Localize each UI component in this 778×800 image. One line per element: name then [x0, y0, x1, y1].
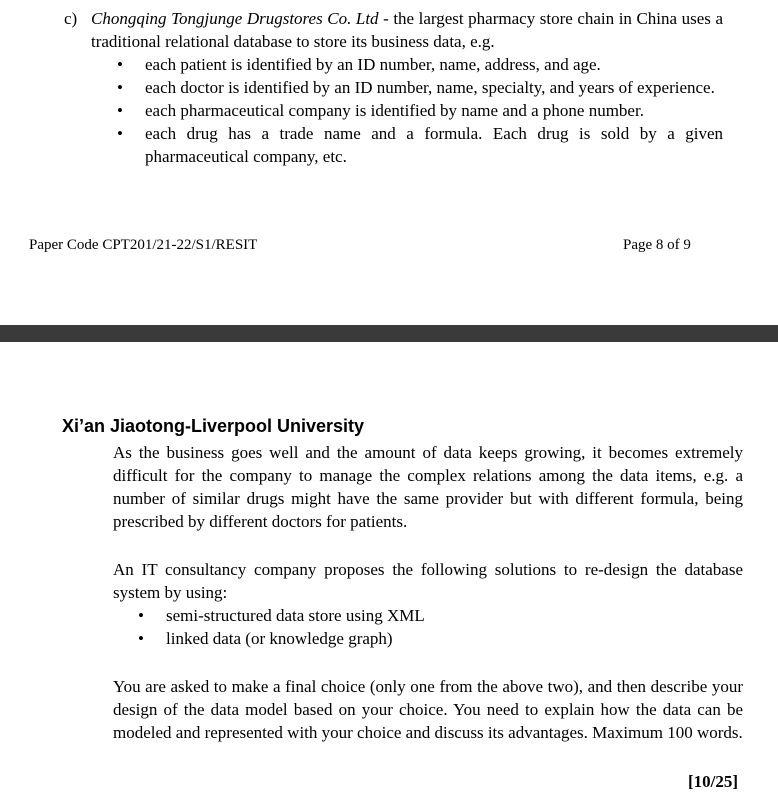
bullet-icon: • — [138, 629, 144, 648]
list-item: • each patient is identified by an ID number, name, address, and age. — [117, 55, 601, 74]
paragraph-proposal: An IT consultancy company proposes the following solutions to re-design the database system by using: — [113, 560, 743, 602]
list-item: • each pharmaceutical company is identified by name and a phone number. — [117, 101, 644, 120]
question-intro-text: - the largest pharmacy store chain in China uses a traditional relational database to store its business data, e.g. — [91, 9, 723, 51]
paper-code: Paper Code CPT201/21-22/S1/RESIT — [29, 237, 258, 253]
list-item: • each drug has a trade name and a formula. Each drug is sold by a given pharmaceutical company, etc. — [117, 124, 723, 166]
page-number: Page 8 of 9 — [623, 237, 691, 253]
entity-bullet-list — [117, 53, 723, 168]
list-item: • linked data (or knowledge graph) — [138, 629, 393, 648]
question-intro — [91, 7, 723, 53]
page-divider — [0, 325, 778, 342]
paragraph-context: As the business goes well and the amount of data keeps growing, it becomes extremely difficult for the company to manage the complex relations among the data items, e.g. a number of similar drugs might have the same provider but with different formula, being prescribed by different doctors for patients. — [113, 443, 743, 531]
bullet-icon: • — [117, 124, 123, 143]
solution-options-list — [138, 604, 726, 650]
list-item: • each doctor is identified by an ID number, name, specialty, and years of experience. — [117, 78, 715, 97]
paragraph-task: You are asked to make a final choice (only one from the above two), and then describe your design of the data model based on your choice. You need to explain how the data can be modeled and represented with your choice and discuss its advantages. Maximum 100 words. — [113, 677, 743, 742]
bullet-icon: • — [117, 101, 123, 120]
list-item: • semi-structured data store using XML — [138, 606, 425, 625]
marks-label: [10/25] — [688, 772, 739, 791]
bullet-icon: • — [117, 78, 123, 97]
company-name: Chongqing Tongjunge Drugstores Co. Ltd — [91, 9, 379, 28]
page-8-bottom — [0, 0, 778, 300]
question-label: c) — [64, 9, 78, 28]
bullet-icon: • — [117, 55, 123, 74]
bullet-icon: • — [138, 606, 144, 625]
university-header: Xi’an Jiaotong-Liverpool University — [62, 416, 365, 436]
